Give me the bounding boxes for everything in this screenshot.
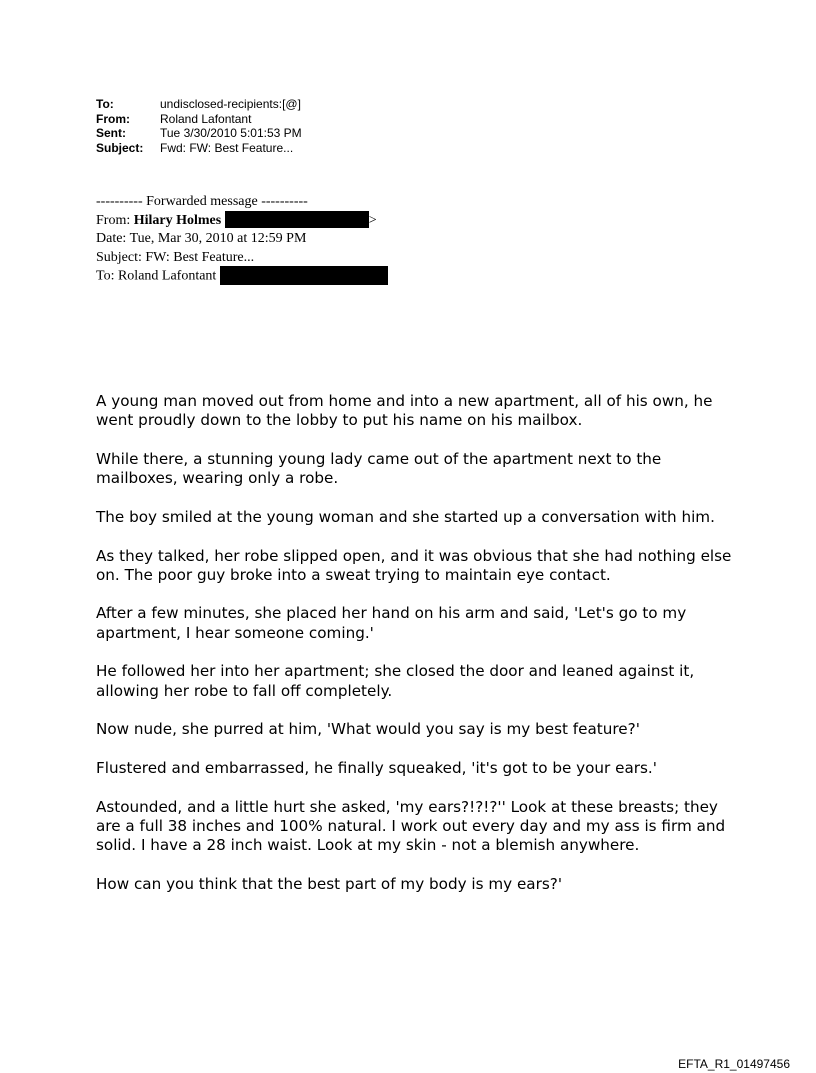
sent-row [96,126,302,141]
forwarded-from-line [96,212,388,231]
body-paragraph: A young man moved out from home and into a new apartment, all of his own, he went proudly down to the lobby to put his name on his mailbox. [96,392,713,430]
from-label: From: [96,111,130,126]
sent-label: Sent: [96,126,126,140]
body-paragraph: While there, a stunning young lady came out of the apartment next to the mailboxes, wearing only a robe. [96,449,662,488]
forwarded-from-suffix: > [368,212,377,228]
subject-row [96,141,302,156]
to-row [96,97,302,112]
body-paragraph: The boy smiled at the young woman and she started up a conversation with him. [96,507,715,526]
redaction-box-from-email [225,211,369,228]
subject-label: Subject: [96,140,144,155]
from-value: Roland Lafontant [160,111,252,126]
body-paragraph: Astounded, and a little hurt she asked, 'my ears?!?!?'' Look at these breasts; they are a full 38 inches and 100% natural. I work out every day and my ass is firm and solid. I have a 28 inch waist. Look at my skin - not a blemish anywhere. [96,797,726,855]
body-paragraph: After a few minutes, she placed her hand on his arm and said, 'Let's go to my apartment, I hear someone coming.' [96,604,687,642]
body-paragraph: As they talked, her robe slipped open, and it was obvious that she had nothing else on. The poor guy broke into a sweat trying to maintain eye contact. [96,546,732,584]
forwarded-divider: ---------- Forwarded message ---------- [96,194,308,209]
sent-value: Tue 3/30/2010 5:01:53 PM [160,126,302,140]
to-label: To: [96,97,114,111]
document-id: EFTA_R1_01497456 [678,1057,790,1071]
body-paragraph: Flustered and embarrassed, he finally squeaked, 'it's got to be your ears.' [96,758,657,777]
redaction-box-to-email [220,266,388,285]
email-header [96,97,302,155]
body-paragraph: How can you think that the best part of my body is my ears?' [96,874,563,893]
forwarded-to-line [96,267,388,286]
subject-value: Fwd: FW: Best Feature... [160,140,294,155]
body-paragraph: Now nude, she purred at him, 'What would you say is my best feature?' [96,720,640,739]
forwarded-from-name: Hilary Holmes [133,212,222,228]
forwarded-subject-line: Subject: FW: Best Feature... [96,249,255,265]
forwarded-message-block [96,193,388,287]
forwarded-to-prefix: To: Roland Lafontant [96,269,220,285]
body-paragraph: He followed her into her apartment; she closed the door and leaned against it, allowing her robe to fall off completely. [96,662,695,700]
forwarded-from-prefix: From: [96,212,134,228]
from-row [96,112,302,127]
message-body [96,392,736,913]
to-value: undisclosed-recipients:[@] [160,97,301,111]
forwarded-date-line: Date: Tue, Mar 30, 2010 at 12:59 PM [96,231,307,247]
